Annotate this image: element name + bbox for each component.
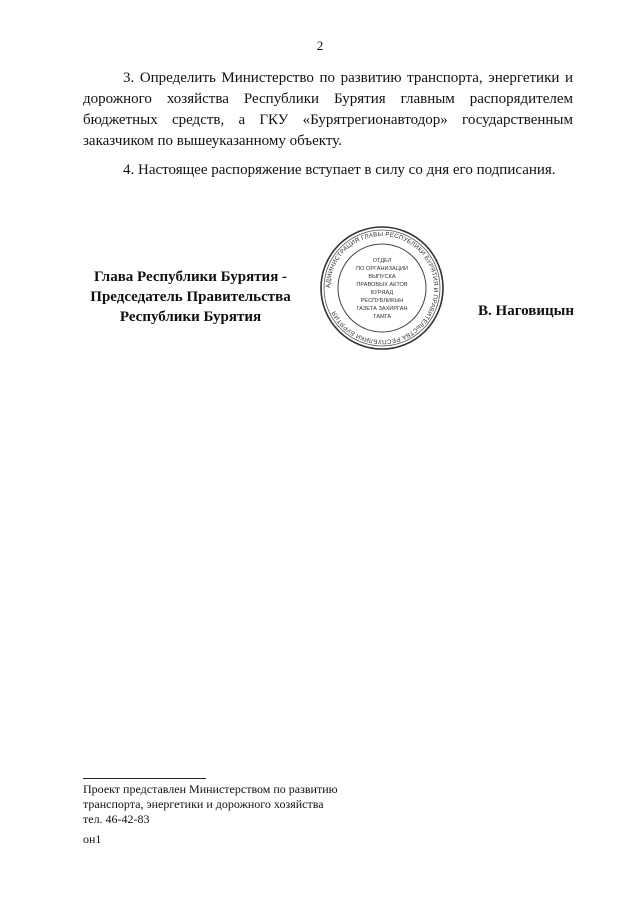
signer-name: В. Наговицын xyxy=(478,303,574,319)
seal-line: ГАЗЕТА ЗАХИРГАН xyxy=(356,306,408,312)
paragraph-3 xyxy=(83,68,573,152)
footnote-divider xyxy=(83,778,206,779)
footnote-phone: тел. 46-42-83 xyxy=(83,812,150,826)
paragraph-4 xyxy=(83,160,573,181)
footnote-line: Проект представлен Министерством по развитию xyxy=(83,782,338,796)
footnote-line: транспорта, энергетики и дорожного хозяйства xyxy=(83,797,324,811)
seal-line: ОТДЕЛ xyxy=(372,258,392,264)
seal-graphic xyxy=(318,224,446,352)
footnote xyxy=(83,782,403,827)
paragraph-4-text: 4. Настоящее распоряжение вступает в силу со дня его подписания. xyxy=(123,162,556,178)
signer-title xyxy=(83,267,298,327)
signer-title-line: Председатель Правительства xyxy=(90,289,291,305)
signer-title-line: Глава Республики Бурятия - xyxy=(93,269,288,285)
seal-line: ПРАВОВЫХ АКТОВ xyxy=(356,282,408,288)
seal-line: ПО ОРГАНИЗАЦИИ xyxy=(356,266,408,272)
seal-ring-text: АДМИНИСТРАЦИЯ ГЛАВЫ РЕСПУБЛИКИ БУРЯТИЯ И ПРАВИТЕЛЬСТВА РЕСПУБЛИКИ БУРЯТИЯ xyxy=(324,230,440,346)
paragraph-3-text: 3. Определить Министерство по развитию транспорта, энергетики и дорожного хозяйства Республики Бурятия главным распорядителем бюджетных средств, а ГКУ «Бурятрегионавтодор» государственным заказчиком по вышеуказанному объекту. xyxy=(83,70,573,149)
seal-line: РЕСПУБЛИКЫН xyxy=(360,298,404,304)
signer-title-line: Республики Бурятия xyxy=(119,309,262,325)
seal-line: ВЫПУСКА xyxy=(368,274,396,280)
page-number: 2 xyxy=(316,38,324,53)
official-seal xyxy=(318,224,446,352)
seal-line: ТАМГА xyxy=(372,314,392,320)
seal-line: БУРЯАД xyxy=(370,290,394,296)
document-code: он1 xyxy=(83,832,102,846)
